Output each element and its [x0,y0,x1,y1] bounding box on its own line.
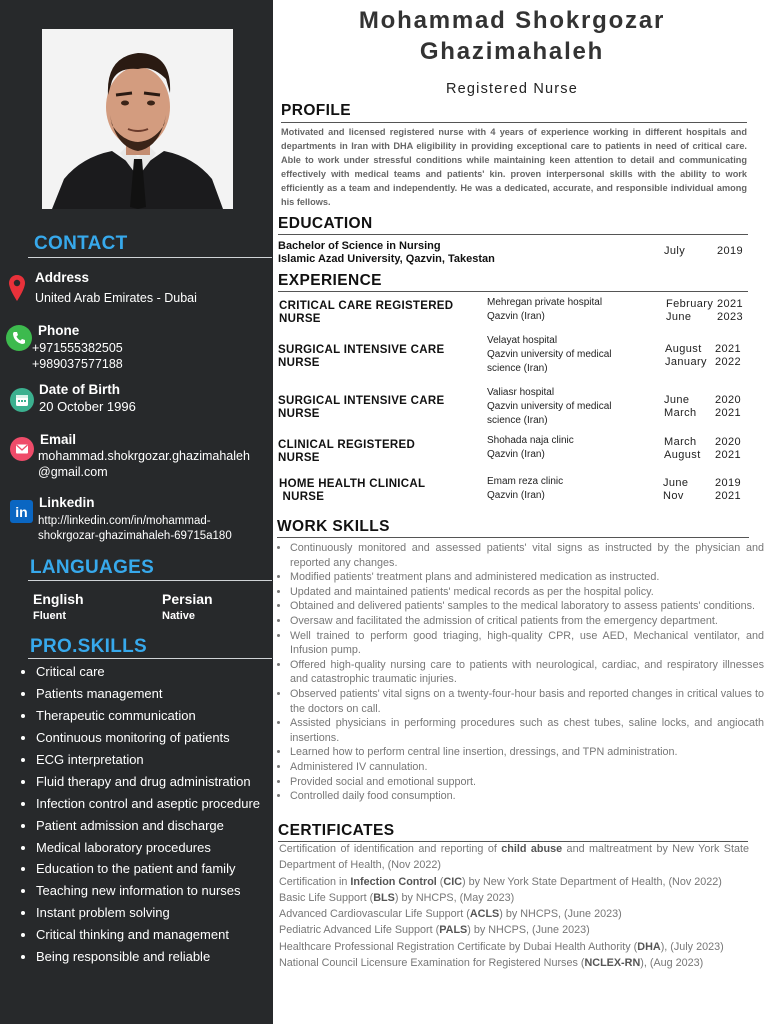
language-name-english: English [33,591,84,607]
address-label: Address [35,270,90,285]
certificate-item: Healthcare Professional Registration Certificate by Dubai Health Authority (DHA), (July 2023) [279,940,724,953]
email-icon [10,437,34,461]
pro-skills-divider [28,658,272,659]
skill-item: • Medical laboratory procedures [36,837,260,859]
skill-item: • Fluid therapy and drug administration [36,771,260,793]
work-skills-heading: WORK SKILLS [277,518,390,535]
work-skill-item: • Offered high-quality nursing care to patients with neurological, cardiac, and respiratory illnesses and catastrophic traumatic injuries. [290,658,764,687]
certificate-item: Basic Life Support (BLS) by NHCPS, (May 2023) [279,891,515,904]
skill-item: • Critical thinking and management [36,924,260,946]
education-degree: Bachelor of Science in Nursing [278,240,441,252]
certificate-item: Certification in Infection Control (CIC) by New York State Department of Health, (Nov 2022) [279,875,722,888]
profile-heading: PROFILE [281,102,351,119]
language-level-persian: Native [162,610,196,622]
education-heading: EDUCATION [278,215,373,232]
linkedin-icon: in [10,500,33,523]
work-skill-item: • Administered IV cannulation. [290,760,764,775]
pro-skills-heading: PRO.SKILLS [30,636,148,657]
language-name-persian: Persian [162,591,213,607]
skill-item: • Therapeutic communication [36,705,260,727]
work-skill-item: • Modified patients' treatment plans and administered medication as instructed. [290,570,764,585]
work-skill-item: • Oversaw and facilitated the admission of critical patients from the emergency department. [290,614,764,629]
experience-place: Velayat hospital Qazvin university of medical science (Iran) [487,335,612,374]
work-skill-item: • Observed patients' vital signs on a twenty-four-hour basis and reported changes in critical values to the doctors on call. [290,687,764,716]
skill-item: • Patients management [36,683,260,705]
work-skill-item: • Well trained to perform good triaging, high-quality CPR, use AED, Mechanical ventilator, and Infusion pump. [290,629,764,658]
address-value: United Arab Emirates - Dubai [35,291,197,305]
work-skill-item: • Assisted physicians in performing procedures such as chest tubes, saline locks, and angiocath insertions. [290,716,764,745]
skill-item: • Education to the patient and family [36,858,260,880]
experience-months: March August [664,436,701,461]
calendar-icon [10,388,34,412]
experience-years: 2021 2022 [715,343,742,368]
linkedin-url-line-1[interactable]: http://linkedin.com/in/mohammad- [38,515,211,527]
email-line-2[interactable]: @gmail.com [38,465,108,479]
profile-summary: Motivated and licensed registered nurse with 4 years of experience working in different hospitals and departments in Iran with DHA eligibility in providing exceptional care to patients in need of critical care. Able to work under stressful conditions while maintaining keen attention to detail and communicating effectively with medical teams and patients' kin. proven interpersonal skills with the ability to work efficiently as a team and independently. He was a dedicated, accurate, and responsible individual among his fellows. [281,127,747,207]
certificate-item: Advanced Cardiovascular Life Support (ACLS) by NHCPS, (June 2023) [279,908,622,921]
experience-place: Shohada naja clinic Qazvin (Iran) [487,435,574,460]
phone-label: Phone [38,323,80,338]
education-school: Islamic Azad University, Qazvin, Takestan [278,253,495,265]
pro-skills-list [22,661,260,968]
language-level-english: Fluent [33,610,66,622]
skill-item: • Critical care [36,661,260,683]
experience-rule [278,291,748,292]
skill-item: • Being responsible and reliable [36,946,260,968]
work-skill-item: • Obtained and delivered patients' samples to the medical laboratory to assess patients' conditions. [290,599,764,614]
experience-role: HOME HEALTH CLINICAL NURSE [279,478,426,503]
certificate-item: Certification of identification and reporting of child abuse and maltreatment by New York State Department of Health, (Nov 2022) [279,843,749,872]
education-month: July [664,245,686,257]
experience-years: 2020 2021 [715,394,742,419]
work-skill-item: • Updated and maintained patients' medical records as per the hospital policy. [290,585,764,600]
contact-heading: CONTACT [34,233,128,254]
experience-years: 2021 2023 [717,298,744,323]
skill-item: • Patient admission and discharge [36,815,260,837]
skill-item: • ECG interpretation [36,749,260,771]
contact-divider [28,257,272,258]
education-year: 2019 [717,245,744,257]
experience-role: CRITICAL CARE REGISTERED NURSE [279,300,454,325]
dob-label: Date of Birth [39,382,120,397]
experience-role: SURGICAL INTENSIVE CARE NURSE [278,344,445,369]
experience-years: 2019 2021 [715,477,742,502]
experience-months: June March [664,394,697,419]
dob-value: 20 October 1996 [39,399,136,414]
work-skill-item: • Provided social and emotional support. [290,775,764,790]
email-label: Email [40,432,77,447]
experience-role: SURGICAL INTENSIVE CARE NURSE [278,395,445,420]
experience-place: Valiasr hospital Qazvin university of medical science (Iran) [487,387,612,426]
experience-heading: EXPERIENCE [278,272,382,289]
work-skill-item: • Continuously monitored and assessed patients' vital signs as instructed by the physician and reported any changes. [290,541,764,570]
education-rule [278,234,748,235]
phone-icon [6,325,32,351]
certificates-heading: CERTIFICATES [278,822,395,839]
experience-months: August January [665,343,707,368]
phone-number-1[interactable]: +971555382505 [32,341,123,355]
languages-divider [28,580,272,581]
skill-item: • Teaching new information to nurses [36,880,260,902]
skill-item: • Infection control and aseptic procedure [36,793,260,815]
location-pin-icon [8,274,26,302]
candidate-name: Mohammad Shokrgozar Ghazimahaleh [358,7,666,65]
profile-photo [42,29,233,209]
linkedin-url-line-2[interactable]: shokrgozar-ghazimahaleh-69715a180 [38,530,232,542]
experience-years: 2020 2021 [715,436,742,461]
experience-months: June Nov [663,477,689,502]
experience-place: Emam reza clinic Qazvin (Iran) [487,476,564,501]
certificate-item: National Council Licensure Examination for Registered Nurses (NCLEX-RN), (Aug 2023) [279,957,704,970]
work-skill-item: • Controlled daily food consumption. [290,789,764,804]
certificates-list [279,841,749,971]
work-skills-list [277,541,764,804]
profile-rule [281,122,747,123]
experience-place: Mehregan private hospital Qazvin (Iran) [487,297,603,322]
phone-number-2[interactable]: +989037577188 [32,357,123,371]
skill-item: • Instant problem solving [36,902,260,924]
experience-months: February June [666,298,714,323]
certificate-item: Pediatric Advanced Life Support (PALS) by NHCPS, (June 2023) [279,924,590,937]
email-line-1[interactable]: mohammad.shokrgozar.ghazimahaleh [38,449,250,463]
skill-item: • Continuous monitoring of patients [36,727,260,749]
work-skill-item: • Learned how to perform central line insertion, dressings, and TPN administration. [290,745,764,760]
work-skills-rule [277,537,749,538]
languages-heading: LANGUAGES [30,557,155,578]
job-title: Registered Nurse [445,81,579,97]
experience-role: CLINICAL REGISTERED NURSE [278,439,416,464]
linkedin-label: Linkedin [39,495,95,510]
